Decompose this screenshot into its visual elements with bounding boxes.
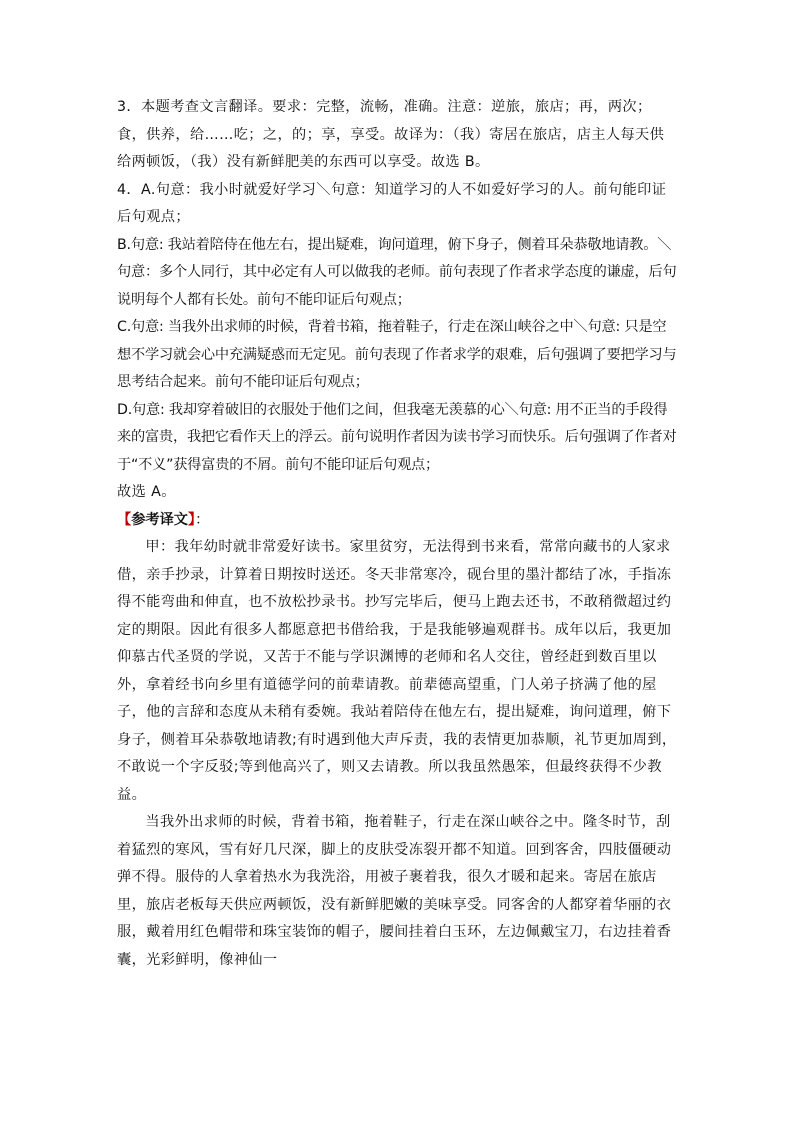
answer-q4-option-b: B.句意: 我站着陪侍在他左右，提出疑难，询问道理，俯下身子，侧着耳朵恭敬地请教。＼句意：多个人同行，其中必定有人可以做我的老师。前句表现了作者求学态度的谦虚，后句说明每个人都有长处。前句不能印证后句观点； <box>117 236 677 308</box>
heading-colon: ： <box>195 511 210 528</box>
document-page <box>117 94 677 974</box>
heading-title: 参考译文 <box>131 511 188 528</box>
reference-paragraph-1: 甲：我年幼时就非常爱好读书。家里贫穷，无法得到书来看，常常向藏书的人家求借，亲手抄录，计算着日期按时送还。冬天非常寒冷，砚台里的墨汁都结了冰，手指冻得不能弯曲和伸直，也不放松抄录书。抄写完毕后，便马上跑去还书，不敢稍微超过约定的期限。因此有很多人都愿意把书借给我，于是我能够遍观群书。成年以后，我更加仰慕古代圣贤的学说，又苦于不能与学识渊博的老师和名人交往，曾经赶到数百里以外，拿着经书向乡里有道德学问的前辈请教。前辈德高望重，门人弟子挤满了他的屋子，他的言辞和态度从未稍有委婉。我站着陪侍在他左右，提出疑难，询问道理，俯下身子，侧着耳朵恭敬地请教;有时遇到他大声斥责，我的表情更加恭顺，礼节更加周到，不敢说一个字反驳;等到他高兴了，则又去请教。所以我虽然愚笨，但最终获得不少教益。 <box>117 539 677 803</box>
answer-q4-option-c: C.句意: 当我外出求师的时候，背着书箱，拖着鞋子，行走在深山峡谷之中＼句意: 只是空想不学习就会心中充满疑惑而无定见。前句表现了作者求学的艰难，后句强调了要把学习与思考结合起来。前句不能印证后句观点； <box>117 319 677 390</box>
heading-bracket-close: 】 <box>187 511 196 528</box>
reference-paragraph-2: 当我外出求师的时候，背着书箱，拖着鞋子，行走在深山峡谷之中。隆冬时节，刮着猛烈的寒风，雪有好几尺深，脚上的皮肤受冻裂开都不知道。回到客舍，四肢僵硬动弹不得。服侍的人拿着热水为我洗浴，用被子裹着我，很久才暖和起来。寄居在旅店里，旅店老板每天供应两顿饭，没有新鲜肥嫩的美味享受。同客舍的人都穿着华丽的衣服，戴着用红色帽带和珠宝装饰的帽子，腰间挂着白玉环，左边佩戴宝刀，右边挂着香囊，光彩鲜明，像神仙一 <box>117 814 672 968</box>
answer-q3: 3．本题考查文言翻译。要求：完整，流畅，准确。注意：逆旅，旅店；再，两次；食，供养，给……吃；之，的；享，享受。故译为：（我）寄居在旅店，店主人每天供给两顿饭，（我）没有新鲜肥美的东西可以享受。故选 B。 <box>117 99 665 170</box>
answer-q4-conclusion: 故选 A。 <box>117 484 176 500</box>
answer-q4-option-d: D.句意: 我却穿着破旧的衣服处于他们之间，但我毫无羡慕的心＼句意: 用不正当的手段得来的富贵，我把它看作天上的浮云。前句说明作者因为读书学习而快乐。后句强调了作者对于“不义”获得富贵的不屑。前句不能印证后句观点； <box>117 401 677 473</box>
heading-bracket-open: 【 <box>117 511 132 528</box>
answer-q4-intro: 4．A.句意：我小时就爱好学习＼句意：知道学习的人不如爱好学习的人。前句能印证后句观点； <box>117 181 667 225</box>
reference-translation-heading <box>117 507 677 535</box>
